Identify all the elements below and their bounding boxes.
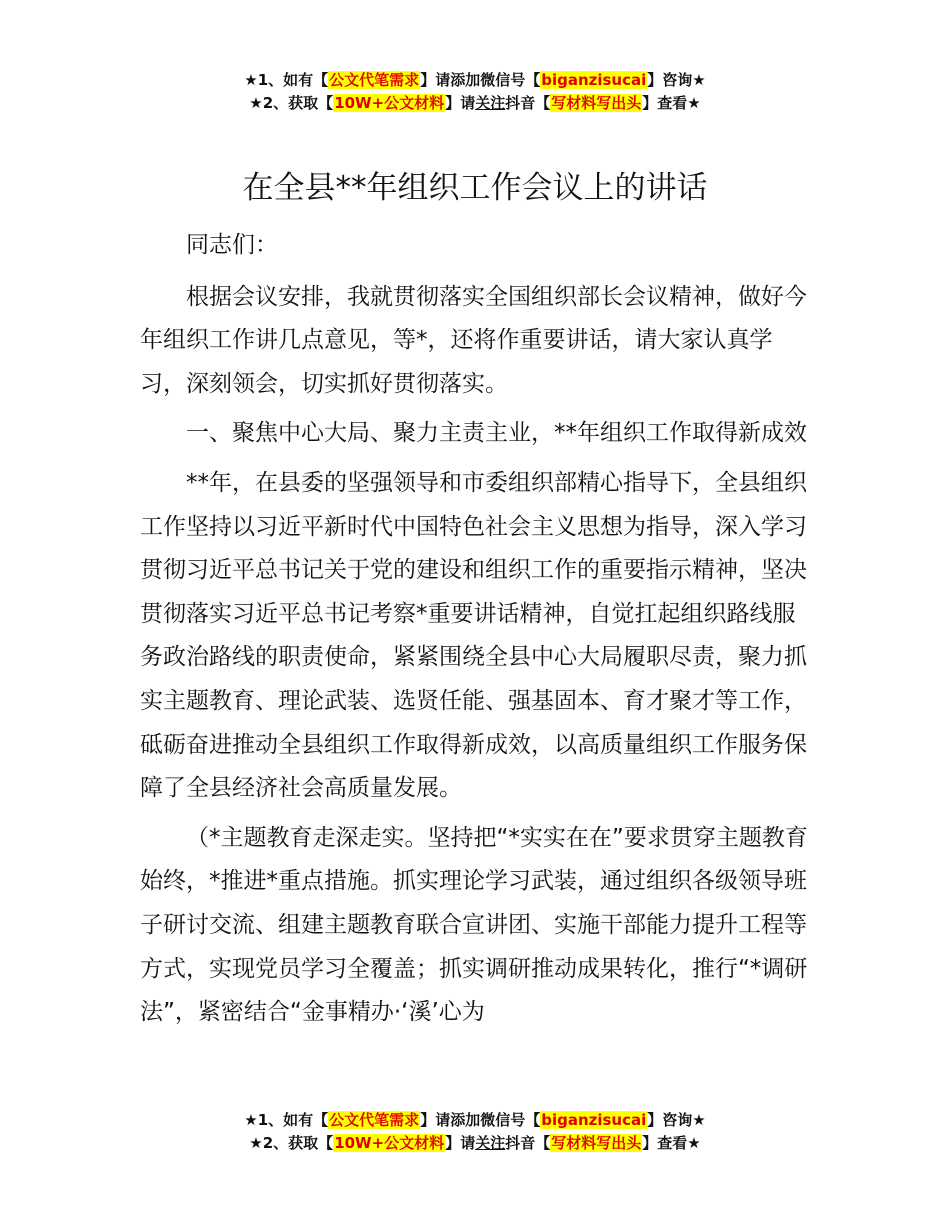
banner-text: ★1、如有【 [244,71,329,89]
banner-text: 抖音【 [505,94,551,112]
banner-wechat-id: biganzisucai [541,1111,647,1129]
banner-highlight: 10W+公文材料 [334,1134,445,1152]
intro-paragraph: 根据会议安排，我就贯彻落实全国组织部长会议精神，做好今年组织工作讲几点意见，等*，还将作重要讲话，请大家认真学习，深刻领会，切实抓好贯彻落实。 [140,283,807,397]
document-title: 在全县**年组织工作会议上的讲话 [242,170,708,206]
banner-text: ★1、如有【 [244,1111,329,1129]
banner-text: 】查看★ [642,94,701,112]
body-paragraph: （*主题教育走深走实。坚持把“*实实在在”要求贯穿主题教育始终，*推进*重点措施。抓实理论学习武装，通过组织各级领导班子研讨交流、组建主题教育联合宣讲团、实施干部能力提升工程等方式，实现党员学习全覆盖；抓实调研推动成果转化，推行“*调研法”，紧密结合“金事精办·‘溪’心为 [140,824,808,1026]
banner-highlight: 公文代笔需求 [329,71,420,89]
banner-highlight: 10W+公文材料 [334,94,445,112]
banner-text: 】咨询★ [647,71,706,89]
banner-line-2 [0,92,950,115]
header-banner [0,69,950,115]
body-paragraph: **年，在县委的坚强领导和市委组织部精心指导下，全县组织工作坚持以习近平新时代中国特色社会主义思想为指导，深入学习贯彻习近平总书记关于党的建设和组织工作的重要指示精神，坚决贯彻落实习近平总书记考察*重要讲话精神，自觉扛起组织路线服务政治路线的职责使命，紧紧围绕全县中心大局履职尽责，聚力抓实主题教育、理论武装、选贤任能、强基固本、育才聚才等工作，砥砺奋进推动全县组织工作取得新成效，以高质量组织工作服务保障了全县经济社会高质量发展。 [140,469,807,802]
banner-highlight: 写材料写出头 [551,1134,642,1152]
banner-highlight: 公文代笔需求 [329,1111,420,1129]
banner-line-1 [0,69,950,92]
footer-banner [0,1109,950,1155]
banner-highlight: 写材料写出头 [551,94,642,112]
banner-line-2 [0,1132,950,1155]
banner-underline: 关注 [475,94,506,112]
banner-text: 】查看★ [642,1134,701,1152]
banner-text: ★2、获取【 [249,1134,334,1152]
banner-text: ★2、获取【 [249,94,334,112]
banner-text: 】请 [445,94,476,112]
banner-text: 抖音【 [505,1134,551,1152]
banner-text: 】咨询★ [647,1111,706,1129]
banner-text: 】请添加微信号【 [420,71,541,89]
banner-text: 】请添加微信号【 [420,1111,541,1129]
greeting-paragraph: 同志们： [186,232,278,258]
banner-line-1 [0,1109,950,1132]
document-body [140,224,815,1026]
section-heading: 一、聚焦中心大局、聚力主责主业，**年组织工作取得新成效 [186,420,807,447]
banner-text: 】请 [445,1134,476,1152]
banner-wechat-id: biganzisucai [541,71,647,89]
banner-underline: 关注 [475,1134,506,1152]
